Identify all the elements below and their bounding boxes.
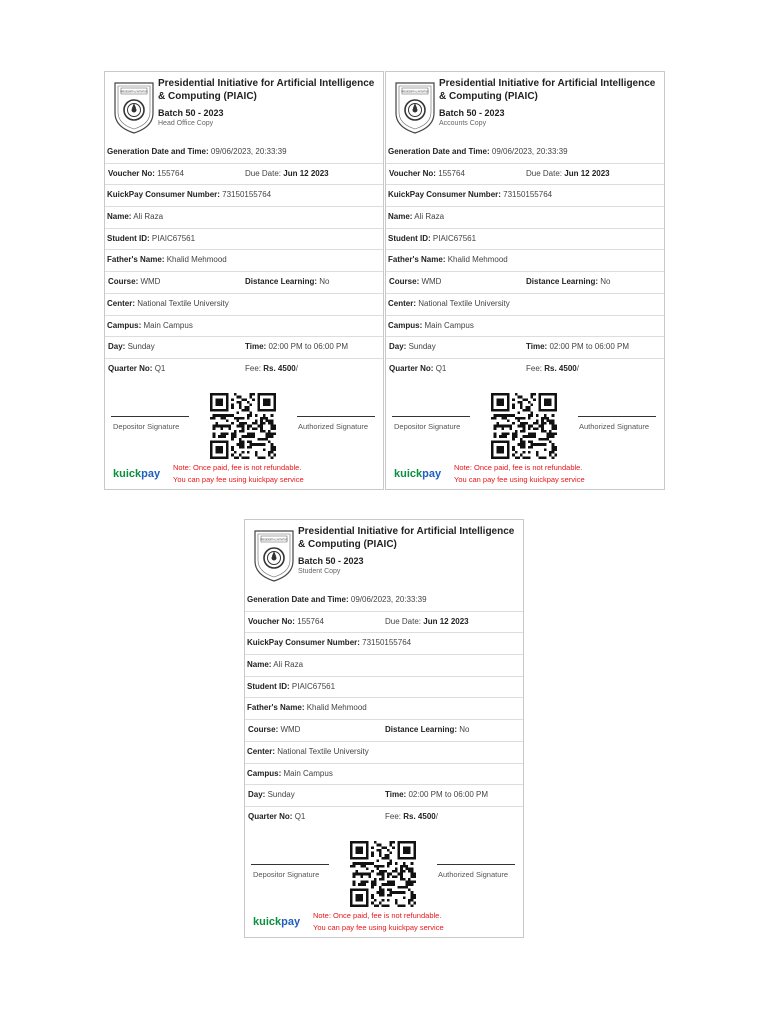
day-label: Day: (108, 342, 126, 352)
org-title: Presidential Initiative for Artificial Intelligence & Computing (PIAIC) (158, 78, 375, 102)
consumer-label: KuickPay Consumer Number: (388, 190, 501, 200)
center-value: National Textile University (418, 298, 510, 308)
fee-value: Rs. 4500 (263, 363, 296, 373)
course-row (386, 272, 664, 294)
due-date-value: Jun 12 2023 (423, 616, 469, 626)
qr-code-icon (210, 393, 276, 459)
kuickpay-logo-part1: kuick (394, 468, 423, 480)
student-id-field (388, 229, 476, 250)
name-row (386, 207, 664, 229)
center-label: Center: (247, 746, 276, 756)
day-label: Day: (389, 342, 407, 352)
center-field (107, 294, 229, 315)
generation-label: Generation Date and Time: (247, 595, 349, 604)
consumer-value: 73150155764 (222, 190, 272, 200)
student-id-label: Student ID: (388, 233, 431, 243)
quarter-value: Q1 (435, 363, 447, 373)
fee-field (245, 359, 298, 380)
voucher-row (245, 612, 523, 634)
generation-field (247, 590, 427, 611)
voucher-header (245, 520, 523, 590)
consumer-value: 73150155764 (362, 638, 412, 648)
signature-area (245, 838, 523, 908)
depositor-signature-line (111, 416, 189, 417)
father-row (245, 698, 523, 720)
time-field (245, 337, 348, 358)
depositor-signature-line (392, 416, 470, 417)
batch-label: Batch 50 - 2023 (158, 108, 224, 118)
father-field (247, 698, 367, 719)
consumer-label: KuickPay Consumer Number: (247, 638, 360, 648)
course-label: Course: (389, 277, 420, 287)
father-value: Khalid Mehmood (447, 255, 508, 265)
copy-label: Student Copy (298, 568, 341, 575)
day-value: Sunday (408, 342, 436, 352)
batch-label: Batch 50 - 2023 (298, 556, 364, 566)
name-label: Name: (247, 660, 272, 670)
student-id-field (247, 677, 335, 698)
due-date-label: Due Date: (245, 168, 282, 178)
father-label: Father's Name: (247, 703, 305, 713)
copy-label: Accounts Copy (439, 120, 487, 127)
piaic-seal-icon (392, 77, 438, 135)
consumer-row (105, 185, 383, 207)
campus-value: Main Campus (283, 768, 333, 778)
course-label: Course: (108, 277, 139, 287)
day-row (105, 337, 383, 359)
due-date-field (526, 164, 610, 185)
qr-code-icon (350, 841, 416, 907)
campus-value: Main Campus (424, 320, 474, 330)
campus-field (388, 316, 474, 337)
voucher-row (105, 164, 383, 186)
authorized-signature-line (578, 416, 656, 417)
kuickpay-logo-part2: pay (281, 916, 301, 928)
voucher-row (386, 164, 664, 186)
quarter-label: Quarter No: (108, 363, 153, 373)
student-id-row (386, 229, 664, 251)
generation-label: Generation Date and Time: (388, 147, 490, 156)
fee-field (526, 359, 579, 380)
fee-suffix: / (576, 363, 579, 373)
center-row (386, 294, 664, 316)
refund-note (313, 910, 444, 934)
kuickpay-logo-part1: kuick (113, 468, 142, 480)
student-id-row (245, 677, 523, 699)
name-value: Ali Raza (133, 212, 164, 222)
refund-note (173, 462, 304, 486)
distance-value: No (319, 277, 330, 287)
center-label: Center: (388, 298, 417, 308)
father-value: Khalid Mehmood (166, 255, 227, 265)
day-row (386, 337, 664, 359)
quarter-field (248, 807, 305, 828)
distance-value: No (459, 725, 470, 735)
name-row (105, 207, 383, 229)
consumer-row (245, 633, 523, 655)
center-value: National Textile University (277, 746, 369, 756)
campus-label: Campus: (388, 320, 423, 330)
time-value: 02:00 PM to 06:00 PM (549, 342, 630, 352)
name-label: Name: (107, 212, 132, 222)
voucher-footer (386, 460, 664, 488)
depositor-signature-label: Depositor Signature (113, 422, 180, 431)
course-value: WMD (421, 277, 442, 287)
distance-label: Distance Learning: (526, 277, 599, 287)
name-field (247, 655, 303, 676)
center-row (245, 742, 523, 764)
fee-label: Fee: (245, 363, 262, 373)
voucher-label: Voucher No: (389, 168, 436, 178)
fee-suffix: / (435, 811, 438, 821)
center-value: National Textile University (137, 298, 229, 308)
quarter-field (108, 359, 165, 380)
time-field (526, 337, 629, 358)
father-row (386, 250, 664, 272)
refund-note-line1: Note: Once paid, fee is not refundable. (173, 463, 302, 472)
distance-label: Distance Learning: (245, 277, 318, 287)
name-field (388, 207, 444, 228)
consumer-value: 73150155764 (503, 190, 553, 200)
time-value: 02:00 PM to 06:00 PM (268, 342, 349, 352)
voucher-footer (105, 460, 383, 488)
quarter-value: Q1 (154, 363, 166, 373)
quarter-row (386, 359, 664, 380)
org-title: Presidential Initiative for Artificial Intelligence & Computing (PIAIC) (439, 78, 656, 102)
depositor-signature-label: Depositor Signature (394, 422, 461, 431)
campus-field (107, 316, 193, 337)
refund-note-line1: Note: Once paid, fee is not refundable. (313, 911, 442, 920)
generation-label: Generation Date and Time: (107, 147, 209, 156)
name-label: Name: (388, 212, 413, 222)
signature-area (386, 390, 664, 460)
kuickpay-logo-part2: pay (141, 468, 161, 480)
voucher-value: 155764 (297, 616, 324, 626)
org-title: Presidential Initiative for Artificial Intelligence & Computing (PIAIC) (298, 526, 515, 550)
course-field (108, 272, 160, 293)
day-value: Sunday (267, 790, 295, 800)
campus-row (386, 316, 664, 338)
seal-top-text: PRESIDENTIAL INITIATIVE (120, 90, 148, 94)
refund-note-line2: You can pay fee using kuickpay service (173, 475, 304, 484)
generation-value: 09/06/2023, 20:33:39 (491, 147, 568, 156)
authorized-signature-label: Authorized Signature (298, 422, 369, 431)
consumer-field (247, 633, 411, 654)
course-value: WMD (280, 725, 301, 735)
distance-field (526, 272, 610, 293)
time-value: 02:00 PM to 06:00 PM (408, 790, 489, 800)
piaic-seal-icon (251, 525, 297, 583)
kuickpay-logo-part2: pay (422, 468, 442, 480)
day-field (248, 785, 295, 806)
student-id-value: PIAIC67561 (151, 233, 196, 243)
campus-value: Main Campus (143, 320, 193, 330)
authorized-signature-line (437, 864, 515, 865)
voucher-footer (245, 908, 523, 936)
quarter-row (105, 359, 383, 380)
kuickpay-logo (253, 916, 300, 928)
voucher-label: Voucher No: (248, 616, 295, 626)
campus-row (245, 764, 523, 786)
campus-row (105, 316, 383, 338)
refund-note (454, 462, 585, 486)
day-field (389, 337, 436, 358)
refund-note-line2: You can pay fee using kuickpay service (454, 475, 585, 484)
refund-note-line2: You can pay fee using kuickpay service (313, 923, 444, 932)
name-row (245, 655, 523, 677)
quarter-label: Quarter No: (389, 363, 434, 373)
course-row (245, 720, 523, 742)
student-id-value: PIAIC67561 (432, 233, 477, 243)
seal-top-text: PRESIDENTIAL INITIATIVE (401, 90, 429, 94)
consumer-label: KuickPay Consumer Number: (107, 190, 220, 200)
center-field (247, 742, 369, 763)
course-field (389, 272, 441, 293)
generation-field (107, 142, 287, 163)
fee-value: Rs. 4500 (403, 811, 436, 821)
copy-label: Head Office Copy (158, 120, 214, 127)
quarter-field (389, 359, 446, 380)
father-field (388, 250, 508, 271)
kuickpay-logo (394, 468, 441, 480)
generation-row (245, 590, 523, 612)
father-label: Father's Name: (107, 255, 165, 265)
voucher-student-copy (244, 519, 524, 938)
student-id-label: Student ID: (107, 233, 150, 243)
piaic-seal-icon (111, 77, 157, 135)
voucher-field (108, 164, 184, 185)
student-id-field (107, 229, 195, 250)
voucher-field (389, 164, 465, 185)
generation-value: 09/06/2023, 20:33:39 (350, 595, 427, 604)
due-date-field (245, 164, 329, 185)
fee-label: Fee: (526, 363, 543, 373)
day-field (108, 337, 155, 358)
voucher-head-office-copy (104, 71, 384, 490)
authorized-signature-label: Authorized Signature (579, 422, 650, 431)
generation-field (388, 142, 568, 163)
voucher-value: 155764 (157, 168, 184, 178)
name-field (107, 207, 163, 228)
day-row (245, 785, 523, 807)
distance-field (385, 720, 469, 741)
due-date-value: Jun 12 2023 (564, 168, 610, 178)
fee-field (385, 807, 438, 828)
kuickpay-logo (113, 468, 160, 480)
consumer-row (386, 185, 664, 207)
father-row (105, 250, 383, 272)
campus-field (247, 764, 333, 785)
quarter-label: Quarter No: (248, 811, 293, 821)
student-id-label: Student ID: (247, 681, 290, 691)
center-field (388, 294, 510, 315)
campus-label: Campus: (107, 320, 142, 330)
name-value: Ali Raza (414, 212, 445, 222)
batch-label: Batch 50 - 2023 (439, 108, 505, 118)
seal-top-text: PRESIDENTIAL INITIATIVE (260, 538, 288, 542)
generation-row (105, 142, 383, 164)
authorized-signature-line (297, 416, 375, 417)
fee-value: Rs. 4500 (544, 363, 577, 373)
course-label: Course: (248, 725, 279, 735)
center-row (105, 294, 383, 316)
father-value: Khalid Mehmood (306, 703, 367, 713)
consumer-field (107, 185, 271, 206)
course-field (248, 720, 300, 741)
qr-code-icon (491, 393, 557, 459)
student-id-value: PIAIC67561 (291, 681, 336, 691)
time-label: Time: (245, 342, 267, 352)
depositor-signature-line (251, 864, 329, 865)
course-row (105, 272, 383, 294)
due-date-value: Jun 12 2023 (283, 168, 329, 178)
father-label: Father's Name: (388, 255, 446, 265)
course-value: WMD (140, 277, 161, 287)
time-label: Time: (385, 790, 407, 800)
voucher-field (248, 612, 324, 633)
kuickpay-logo-part1: kuick (253, 916, 282, 928)
voucher-header (386, 72, 664, 142)
voucher-accounts-copy (385, 71, 665, 490)
voucher-label: Voucher No: (108, 168, 155, 178)
voucher-header (105, 72, 383, 142)
quarter-value: Q1 (294, 811, 306, 821)
refund-note-line1: Note: Once paid, fee is not refundable. (454, 463, 583, 472)
due-date-label: Due Date: (385, 616, 422, 626)
time-label: Time: (526, 342, 548, 352)
fee-label: Fee: (385, 811, 402, 821)
depositor-signature-label: Depositor Signature (253, 870, 320, 879)
time-field (385, 785, 488, 806)
day-label: Day: (248, 790, 266, 800)
campus-label: Campus: (247, 768, 282, 778)
distance-value: No (600, 277, 611, 287)
student-id-row (105, 229, 383, 251)
quarter-row (245, 807, 523, 828)
day-value: Sunday (127, 342, 155, 352)
distance-label: Distance Learning: (385, 725, 458, 735)
due-date-field (385, 612, 469, 633)
due-date-label: Due Date: (526, 168, 563, 178)
fee-suffix: / (295, 363, 298, 373)
authorized-signature-label: Authorized Signature (438, 870, 509, 879)
voucher-value: 155764 (438, 168, 465, 178)
signature-area (105, 390, 383, 460)
center-label: Center: (107, 298, 136, 308)
name-value: Ali Raza (273, 660, 304, 670)
generation-value: 09/06/2023, 20:33:39 (210, 147, 287, 156)
consumer-field (388, 185, 552, 206)
generation-row (386, 142, 664, 164)
distance-field (245, 272, 329, 293)
father-field (107, 250, 227, 271)
